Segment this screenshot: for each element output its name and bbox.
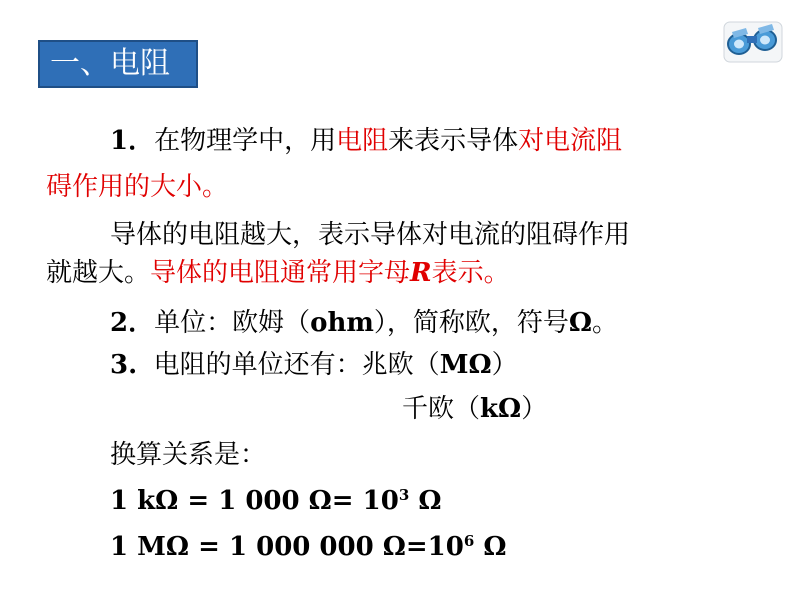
section-title: 一、电阻 <box>38 40 198 88</box>
para3-text2: ），简称欧，符号 <box>373 308 569 338</box>
para3-text3: 。 <box>592 308 619 338</box>
conversion-eq2 <box>110 530 507 564</box>
para3-ohm: ohm <box>310 308 374 338</box>
eq2-exponent: 6 <box>463 532 475 550</box>
binoculars-icon <box>722 18 784 66</box>
para2-line1: 导体的电阻越大，表示导体对电流的阻碍作用 <box>110 220 631 250</box>
para3-text1: 单位：欧姆（ <box>154 308 311 338</box>
eq1-main: 1 kΩ = 1 000 Ω= 10 <box>110 486 399 516</box>
para3-omega: Ω <box>568 308 593 338</box>
para4-number: 3. <box>110 350 138 380</box>
para3-line <box>110 306 618 340</box>
para4-text4: ） <box>521 394 548 424</box>
para4-kiloohm: kΩ <box>480 394 522 424</box>
para4-megaohm: MΩ <box>439 350 492 380</box>
eq1-exponent: 3 <box>398 486 410 504</box>
conversion-label: 换算关系是： <box>110 440 267 470</box>
eq1-unit: Ω <box>409 486 442 516</box>
para1-text1: 在物理学中，用 <box>154 126 337 156</box>
para1-line2: 碍作用的大小。 <box>46 172 229 202</box>
para3-number: 2． <box>110 308 155 338</box>
para4-text3: 千欧（ <box>402 394 481 424</box>
conversion-eq1 <box>110 484 441 518</box>
eq2-main: 1 MΩ = 1 000 000 Ω=10 <box>110 532 464 562</box>
para1-highlight-obstruct: 对电流阻 <box>518 126 623 156</box>
para1-number: 1． <box>110 126 155 156</box>
para4-line2 <box>402 392 547 426</box>
para2-text2: 表示。 <box>431 258 510 288</box>
para1-highlight-resistance: 电阻 <box>336 126 389 156</box>
para2-line2 <box>46 256 510 290</box>
para4-text1: 电阻的单位还有：兆欧（ <box>137 350 440 380</box>
para2-letter-r: R <box>410 258 432 288</box>
para2-highlight: 导体的电阻通常用字母 <box>150 258 411 288</box>
para4-line1 <box>110 348 518 382</box>
para1-line1 <box>110 124 622 158</box>
para4-text2: ） <box>491 350 518 380</box>
eq2-unit: Ω <box>474 532 507 562</box>
para2-text1: 就越大。 <box>46 258 151 288</box>
para1-text2: 来表示导体 <box>388 126 519 156</box>
